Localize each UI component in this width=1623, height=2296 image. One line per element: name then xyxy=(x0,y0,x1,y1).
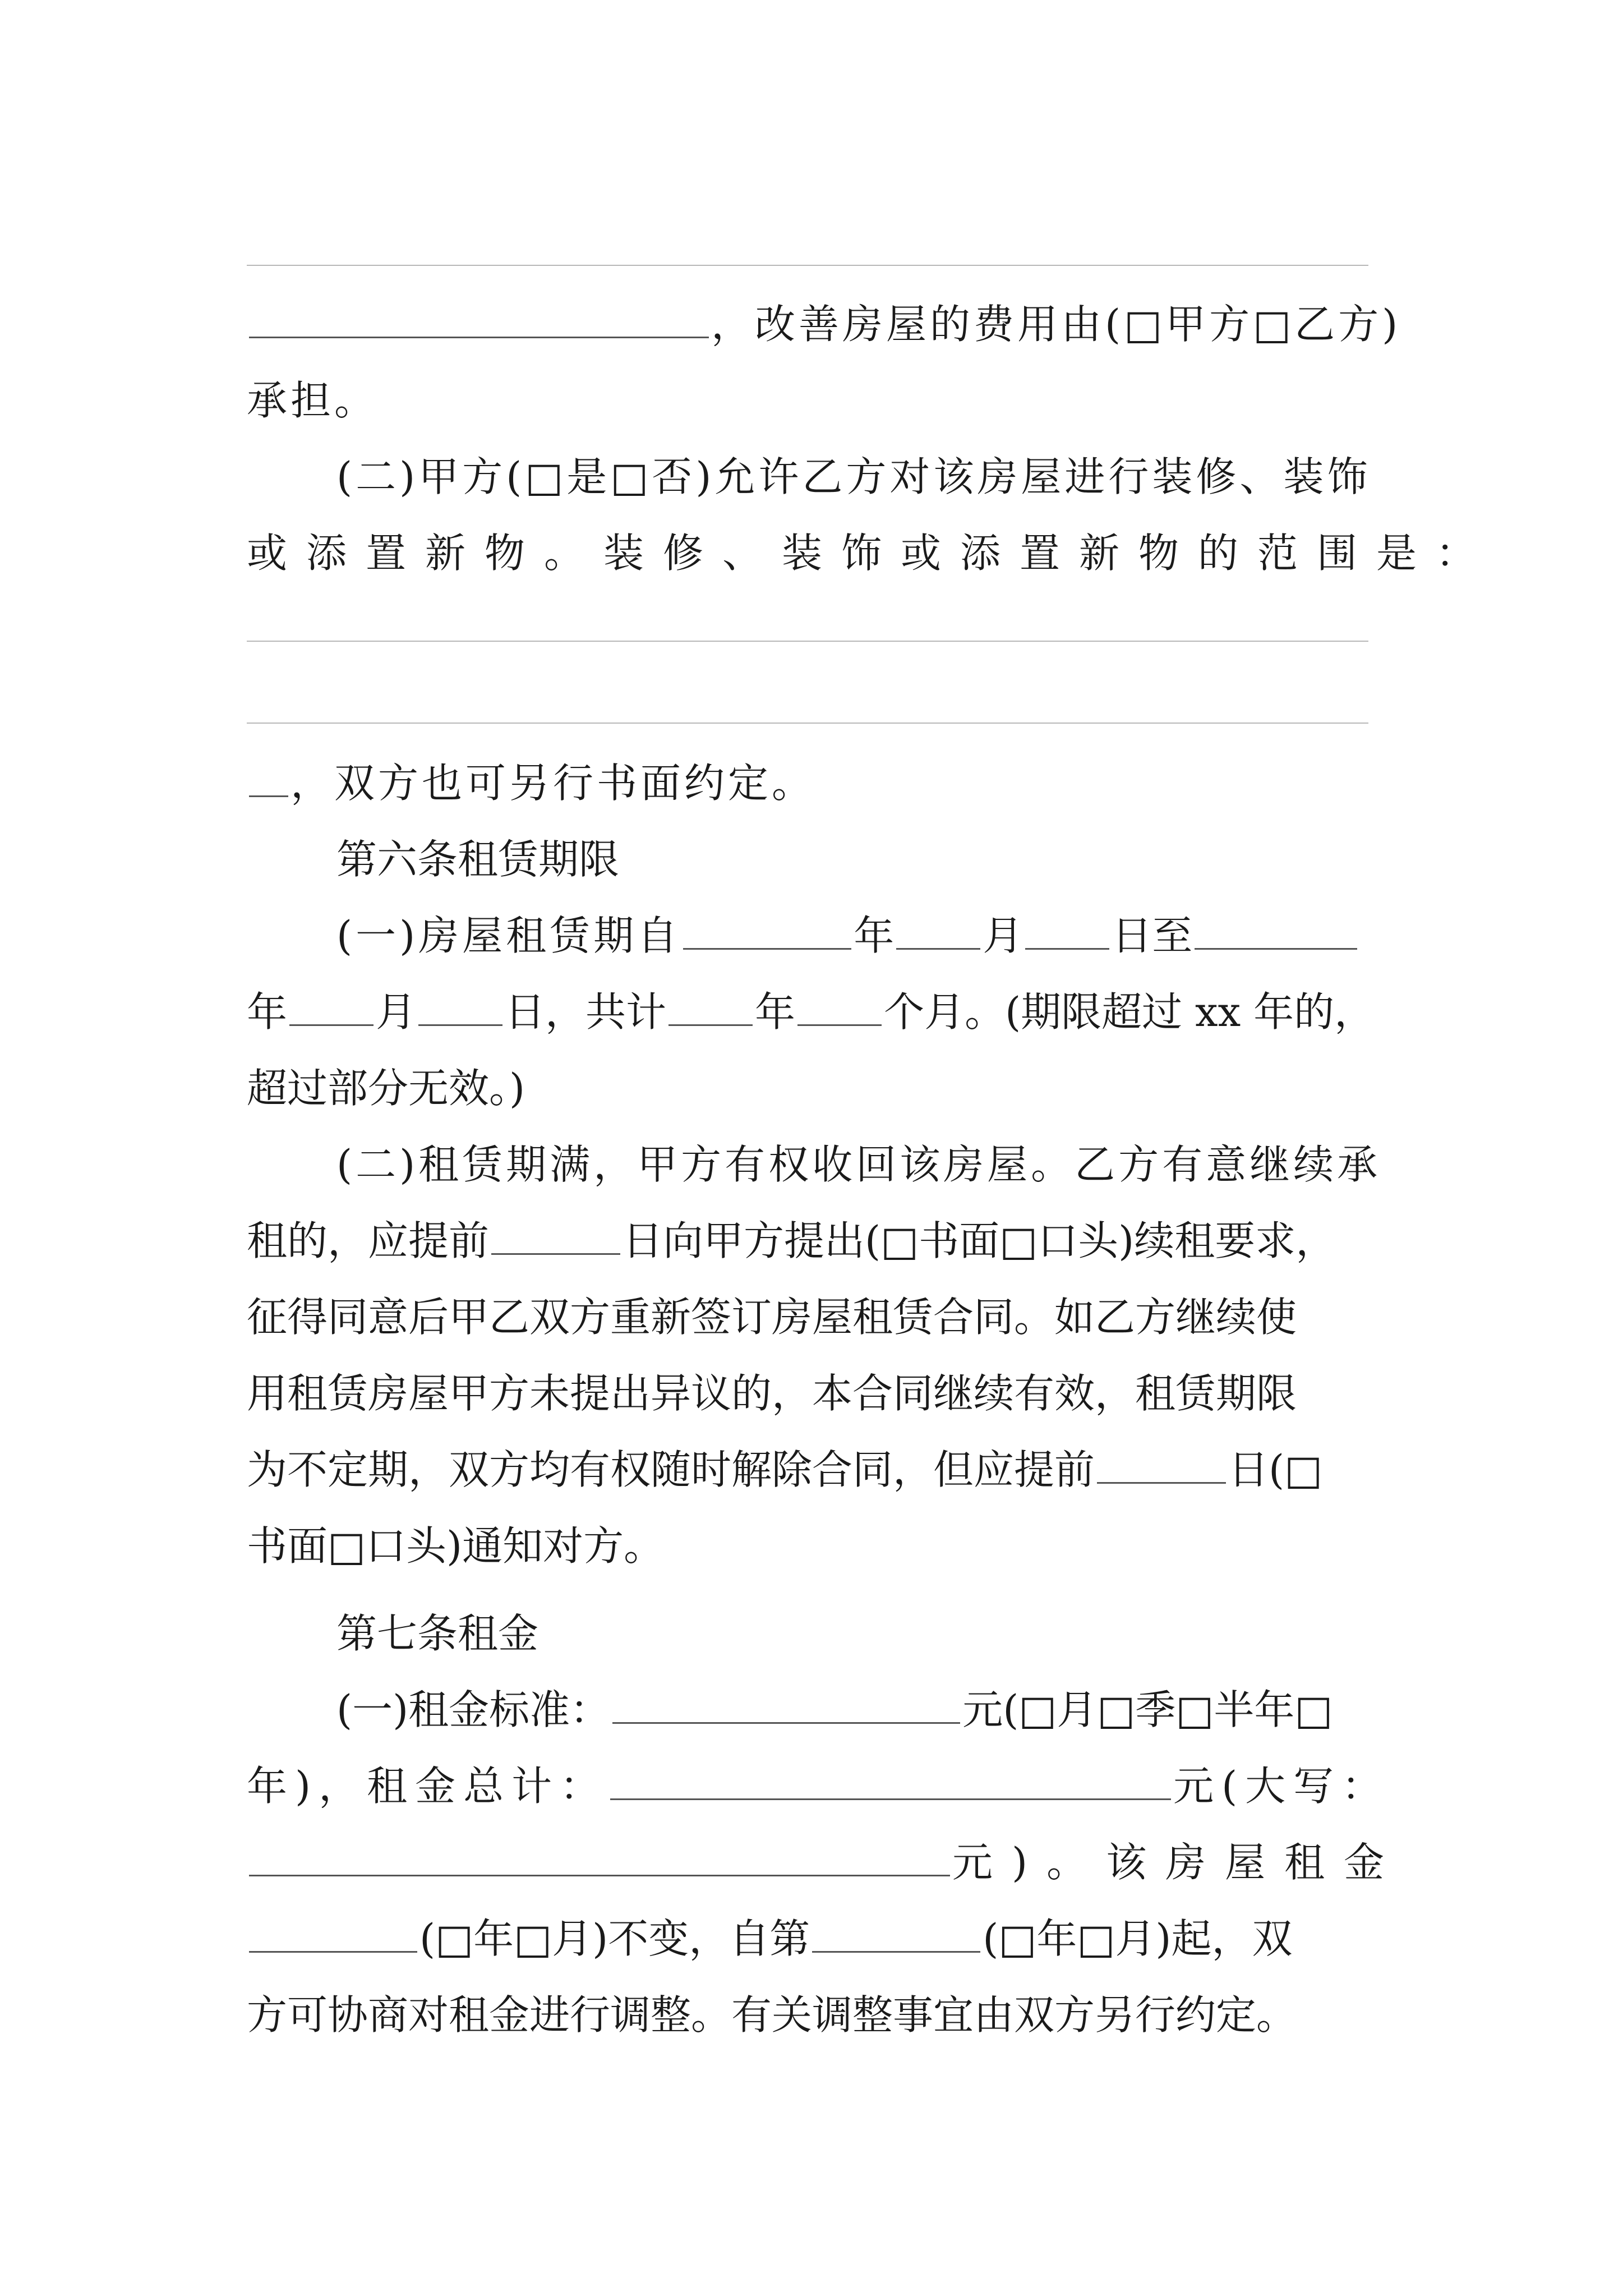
line-text: 元(大写： xyxy=(1173,1763,1390,1810)
line-text: ，改善房屋的费用由(□甲方□乙方) xyxy=(711,301,1401,348)
line-text: (□年□月)不变，自第 xyxy=(419,1915,810,1962)
text-line xyxy=(336,1126,1481,1203)
fill-in-blank[interactable] xyxy=(797,990,882,1026)
line-text: 日(□ xyxy=(1228,1446,1323,1493)
line-text: (一)租金标准： xyxy=(336,1686,611,1733)
fill-in-blank[interactable] xyxy=(249,1916,417,1953)
line-text: 征得同意后甲乙双方重新签订房屋租赁合同。如乙方继续使 xyxy=(247,1294,1297,1341)
line-text: 月 xyxy=(983,912,1023,959)
line-text: 承担。 xyxy=(247,377,379,424)
line-text: (□年□月)起，双 xyxy=(983,1915,1293,1962)
line-text: 用租赁房屋甲方未提出异议的，本合同继续有效，租赁期限 xyxy=(247,1370,1297,1417)
line-text: 年)，租金总计： xyxy=(247,1763,608,1810)
line-text: (二)甲方(□是□否)允许乙方对该房屋进行装修、装饰 xyxy=(336,453,1371,500)
text-line xyxy=(247,974,1391,1050)
text-line xyxy=(247,1901,1391,1977)
text-line xyxy=(247,286,1401,362)
line-text: 年 xyxy=(755,988,796,1036)
fill-in-blank[interactable] xyxy=(491,1218,620,1255)
line-text: 年 xyxy=(854,912,895,959)
line-text: 超过部分无效。) xyxy=(247,1065,525,1112)
fill-in-blank[interactable] xyxy=(418,990,502,1026)
line-text: 或添置新物。装修、装饰或添置新物的范围是： xyxy=(247,530,1496,577)
section-heading xyxy=(336,821,1481,898)
fill-in-blank[interactable] xyxy=(612,1687,960,1724)
text-line xyxy=(336,1672,1481,1748)
text-line xyxy=(336,898,1481,974)
text-line xyxy=(247,515,1496,591)
line-text: 为不定期，双方均有权随时解除合同，但应提前 xyxy=(247,1446,1095,1493)
line-text: 月 xyxy=(376,988,417,1036)
fill-in-blank[interactable] xyxy=(812,1916,980,1953)
text-line xyxy=(247,1355,1391,1432)
fill-in-blank[interactable] xyxy=(1195,913,1357,950)
text-line xyxy=(247,1977,1391,2053)
line-text: 元)。该房屋租金 xyxy=(952,1839,1404,1886)
text-line xyxy=(247,1050,1391,1126)
text-line xyxy=(247,1203,1391,1279)
line-text: 日至 xyxy=(1112,912,1193,959)
text-line xyxy=(247,1508,1391,1584)
line-text: 年 xyxy=(247,988,288,1036)
line-text: 方可协商对租金进行调整。有关调整事宜由双方另行约定。 xyxy=(247,1991,1297,2039)
line-text: 元(□月□季□半年□ xyxy=(962,1686,1333,1733)
line-text: (二)租赁期满，甲方有权收回该房屋。乙方有意继续承 xyxy=(336,1141,1381,1188)
fill-in-blank[interactable] xyxy=(1097,1447,1226,1484)
line-text: 第七条租金 xyxy=(336,1610,539,1657)
fill-in-rule xyxy=(247,641,1368,642)
fill-in-blank[interactable] xyxy=(1025,913,1109,950)
text-line xyxy=(247,745,1391,821)
text-line xyxy=(247,1748,1391,1824)
fill-in-blank[interactable] xyxy=(249,302,709,338)
fill-in-blank[interactable] xyxy=(249,1840,950,1876)
fill-in-blank[interactable] xyxy=(683,913,851,950)
text-line xyxy=(336,439,1481,515)
line-text: (一)房屋租赁期自 xyxy=(336,912,681,959)
fill-in-blank[interactable] xyxy=(896,913,980,950)
fill-in-blank[interactable] xyxy=(249,761,288,797)
line-text: ，双方也可另行书面约定。 xyxy=(291,760,816,807)
line-text: 日，共计 xyxy=(505,988,667,1036)
line-text: 个月。(期限超过 xx 年的， xyxy=(884,988,1375,1036)
line-text: 日向甲方提出(□书面□口头)续租要求， xyxy=(623,1217,1336,1264)
fill-in-blank[interactable] xyxy=(610,1764,1171,1800)
text-line xyxy=(247,1279,1391,1355)
line-text: 租的，应提前 xyxy=(247,1217,490,1264)
text-line xyxy=(247,362,1391,439)
fill-in-blank[interactable] xyxy=(668,990,753,1026)
line-text: 书面□口头)通知对方。 xyxy=(247,1522,665,1570)
text-line xyxy=(247,1432,1391,1508)
fill-in-rule xyxy=(247,723,1368,724)
section-heading xyxy=(336,1595,1481,1672)
fill-in-blank[interactable] xyxy=(289,990,374,1026)
fill-in-rule xyxy=(247,265,1368,266)
text-line xyxy=(247,1824,1404,1901)
line-text: 第六条租赁期限 xyxy=(336,836,620,883)
